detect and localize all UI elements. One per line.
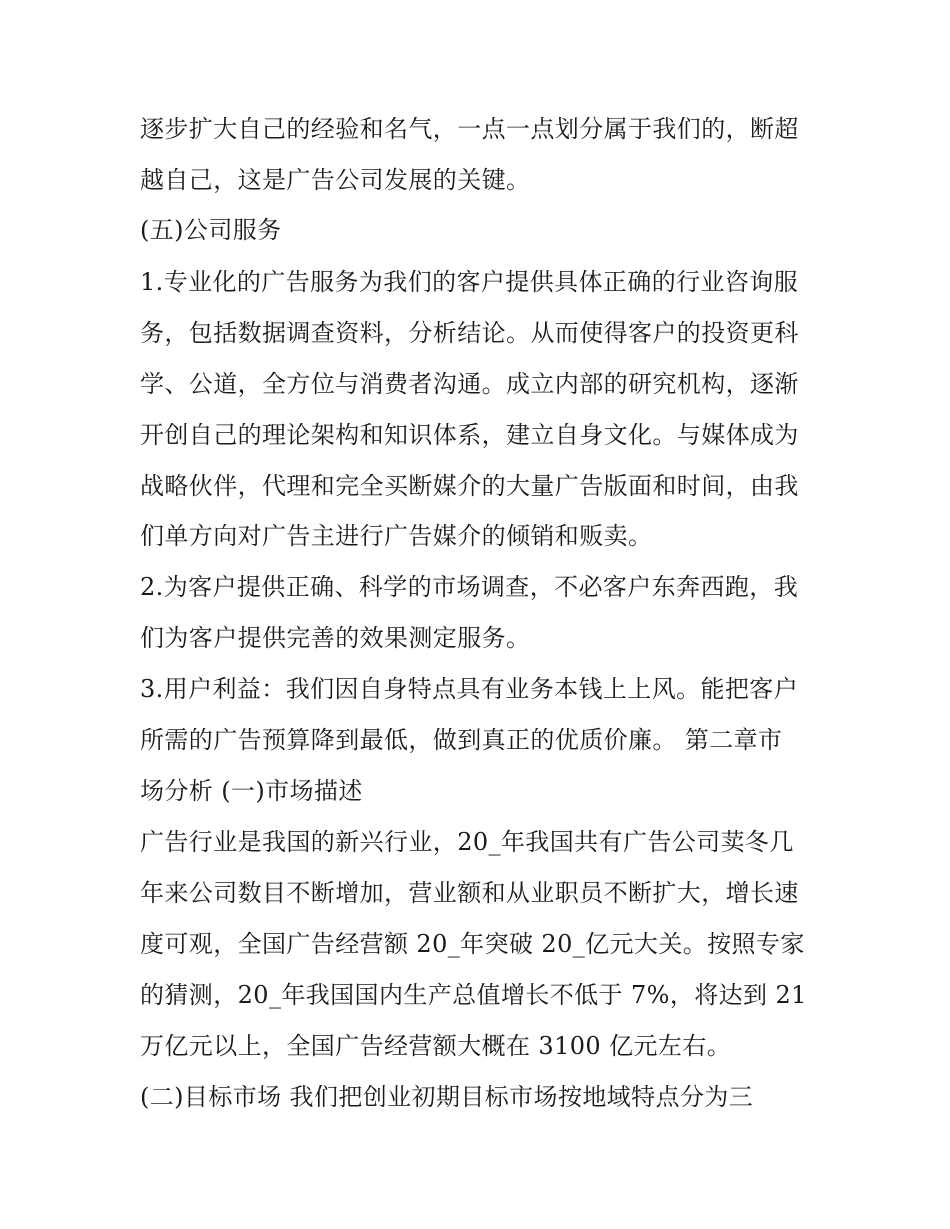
text-line: 度可观，全国广告经营额 20_年突破 20_亿元大关。按照专家 (140, 930, 805, 958)
text-line: 战略伙伴，代理和完全买断媒介的大量广告版面和时间，由我 (140, 472, 799, 500)
text-line: 2.为客户提供正确、科学的市场调查，不必客户东奔西跑，我 (140, 573, 799, 601)
text-line: 1.专业化的广告服务为我们的客户提供具体正确的行业咨询服 (140, 268, 799, 296)
section-heading: (五)公司服务 (140, 216, 282, 244)
section-heading: (二)目标市场 我们把创业初期目标市场按地域特点分为三 (140, 1083, 754, 1111)
text-line: 们单方向对广告主进行广告媒介的倾销和贩卖。 (140, 522, 653, 550)
section-heading: 场分析 (一)市场描述 (140, 777, 363, 805)
text-line: 务，包括数据调查资料，分析结论。从而使得客户的投资更科 (140, 319, 799, 347)
text-line: 们为客户提供完善的效果测定服务。 (140, 624, 531, 652)
text-line: 越自己，这是广告公司发展的关键。 (140, 166, 531, 194)
text-line: 逐步扩大自己的经验和名气，一点一点划分属于我们的，断超 (140, 115, 799, 143)
text-line: 的猜测，20_年我国国内生产总值增长不低于 7%，将达到 21 (140, 981, 807, 1009)
text-line: 万亿元以上，全国广告经营额大概在 3100 亿元左右。 (140, 1032, 732, 1060)
text-line: 3.用户利益：我们因自身特点具有业务本钱上上风。能把客户 (140, 675, 799, 703)
text-line: 广告行业是我国的新兴行业，20_年我国共有广告公司荬冬几 (140, 828, 794, 856)
text-line: 年来公司数目不断增加，营业额和从业职员不断扩大，增长速 (140, 879, 799, 907)
text-line: 学、公道，全方位与消费者沟通。成立内部的研究机构，逐渐 (140, 370, 799, 398)
text-line: 开创自己的理论架构和知识体系，建立自身文化。与媒体成为 (140, 421, 799, 449)
text-line: 所需的广告预算降到最低，做到真正的优质价廉。 第二章市 (140, 726, 783, 754)
